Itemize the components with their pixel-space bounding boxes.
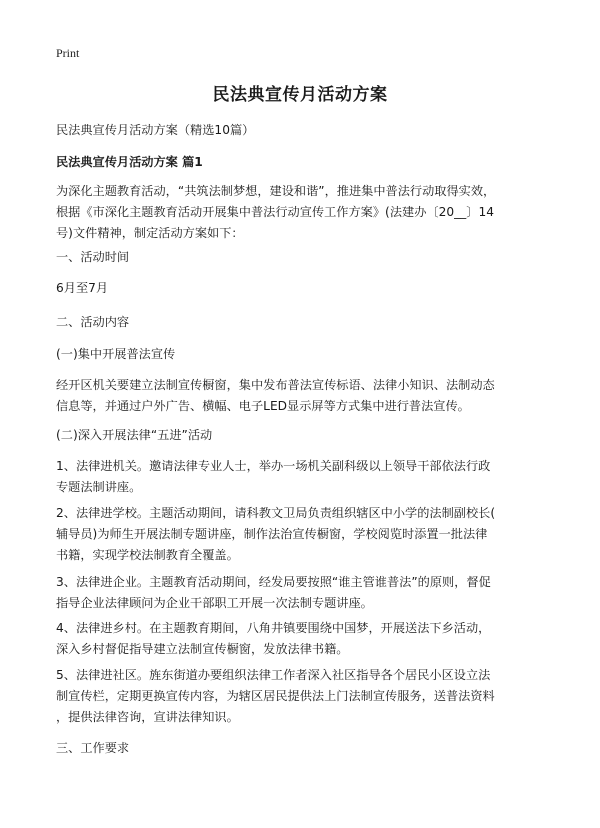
list-item-line: ，提供法律咨询，宣讲法律知识。 [56,710,239,724]
list-item-line: 制宣传栏，定期更换宣传内容，为辖区居民提供法上门法制宣传服务，送普法资料 [56,689,495,703]
page-title: 民法典宣传月活动方案 [212,85,388,105]
list-item-line: 2、法律进学校。主题活动期间，请科教文卫局负责组织辖区中小学的法制副校长( [56,506,496,520]
list-item-line: 书籍，实现学校法制教育全覆盖。 [56,548,239,562]
heading-activity-time: 一、活动时间 [56,250,130,264]
intro-paragraph-line: 号)文件精神，制定活动方案如下： [56,226,244,240]
intro-paragraph-line: 根据《市深化主题教育活动开展集中普法行动宣传工作方案》(法建办〔20__〕14 [56,205,494,219]
section-heading: 民法典宣传月活动方案 篇1 [56,155,203,169]
paragraph-line: 信息等，并通过户外广告、横幅、电子LED显示屏等方式集中进行普法宣传。 [56,399,470,413]
document-subtitle: 民法典宣传月活动方案（精选10篇） [56,123,255,137]
activity-time-value: 6月至7月 [56,281,109,295]
list-item-line: 3、法律进企业。主题教育活动期间，经发局要按照“谁主管谁普法”的原则，督促 [56,575,491,589]
list-item-line: 4、法律进乡村。在主题教育期间，八角井镇要围绕中国梦，开展送法下乡活动， [56,621,491,635]
list-item-line: 指导企业法律顾问为企业干部职工开展一次法制专题讲座。 [56,596,373,610]
list-item-line: 1、法律进机关。邀请法律专业人士，举办一场机关副科级以上领导干部依法行政 [56,459,491,473]
heading-work-requirements: 三、工作要求 [56,741,130,755]
list-item-line: 辅导员)为师生开展法制专题讲座，制作法治宣传橱窗，学校阅览时添置一批法律 [56,527,488,541]
paragraph-line: 经开区机关要建立法制宣传橱窗，集中发布普法宣传标语、法律小知识、法制动态 [56,378,495,392]
list-item-line: 5、法律进社区。旌东街道办要组织法律工作者深入社区指导各个居民小区设立法 [56,668,491,682]
print-link[interactable]: Print [56,46,80,60]
subheading-2: (二)深入开展法律“五进”活动 [56,428,213,442]
list-item-line: 专题法制讲座。 [56,480,142,494]
list-item-line: 深入乡村督促指导建立法制宣传橱窗，发放法律书籍。 [56,642,349,656]
heading-activity-content: 二、活动内容 [56,315,130,329]
subheading-1: (一)集中开展普法宣传 [56,347,176,361]
intro-paragraph-line: 为深化主题教育活动，“共筑法制梦想，建设和谐”，推进集中普法行动取得实效， [56,184,496,198]
